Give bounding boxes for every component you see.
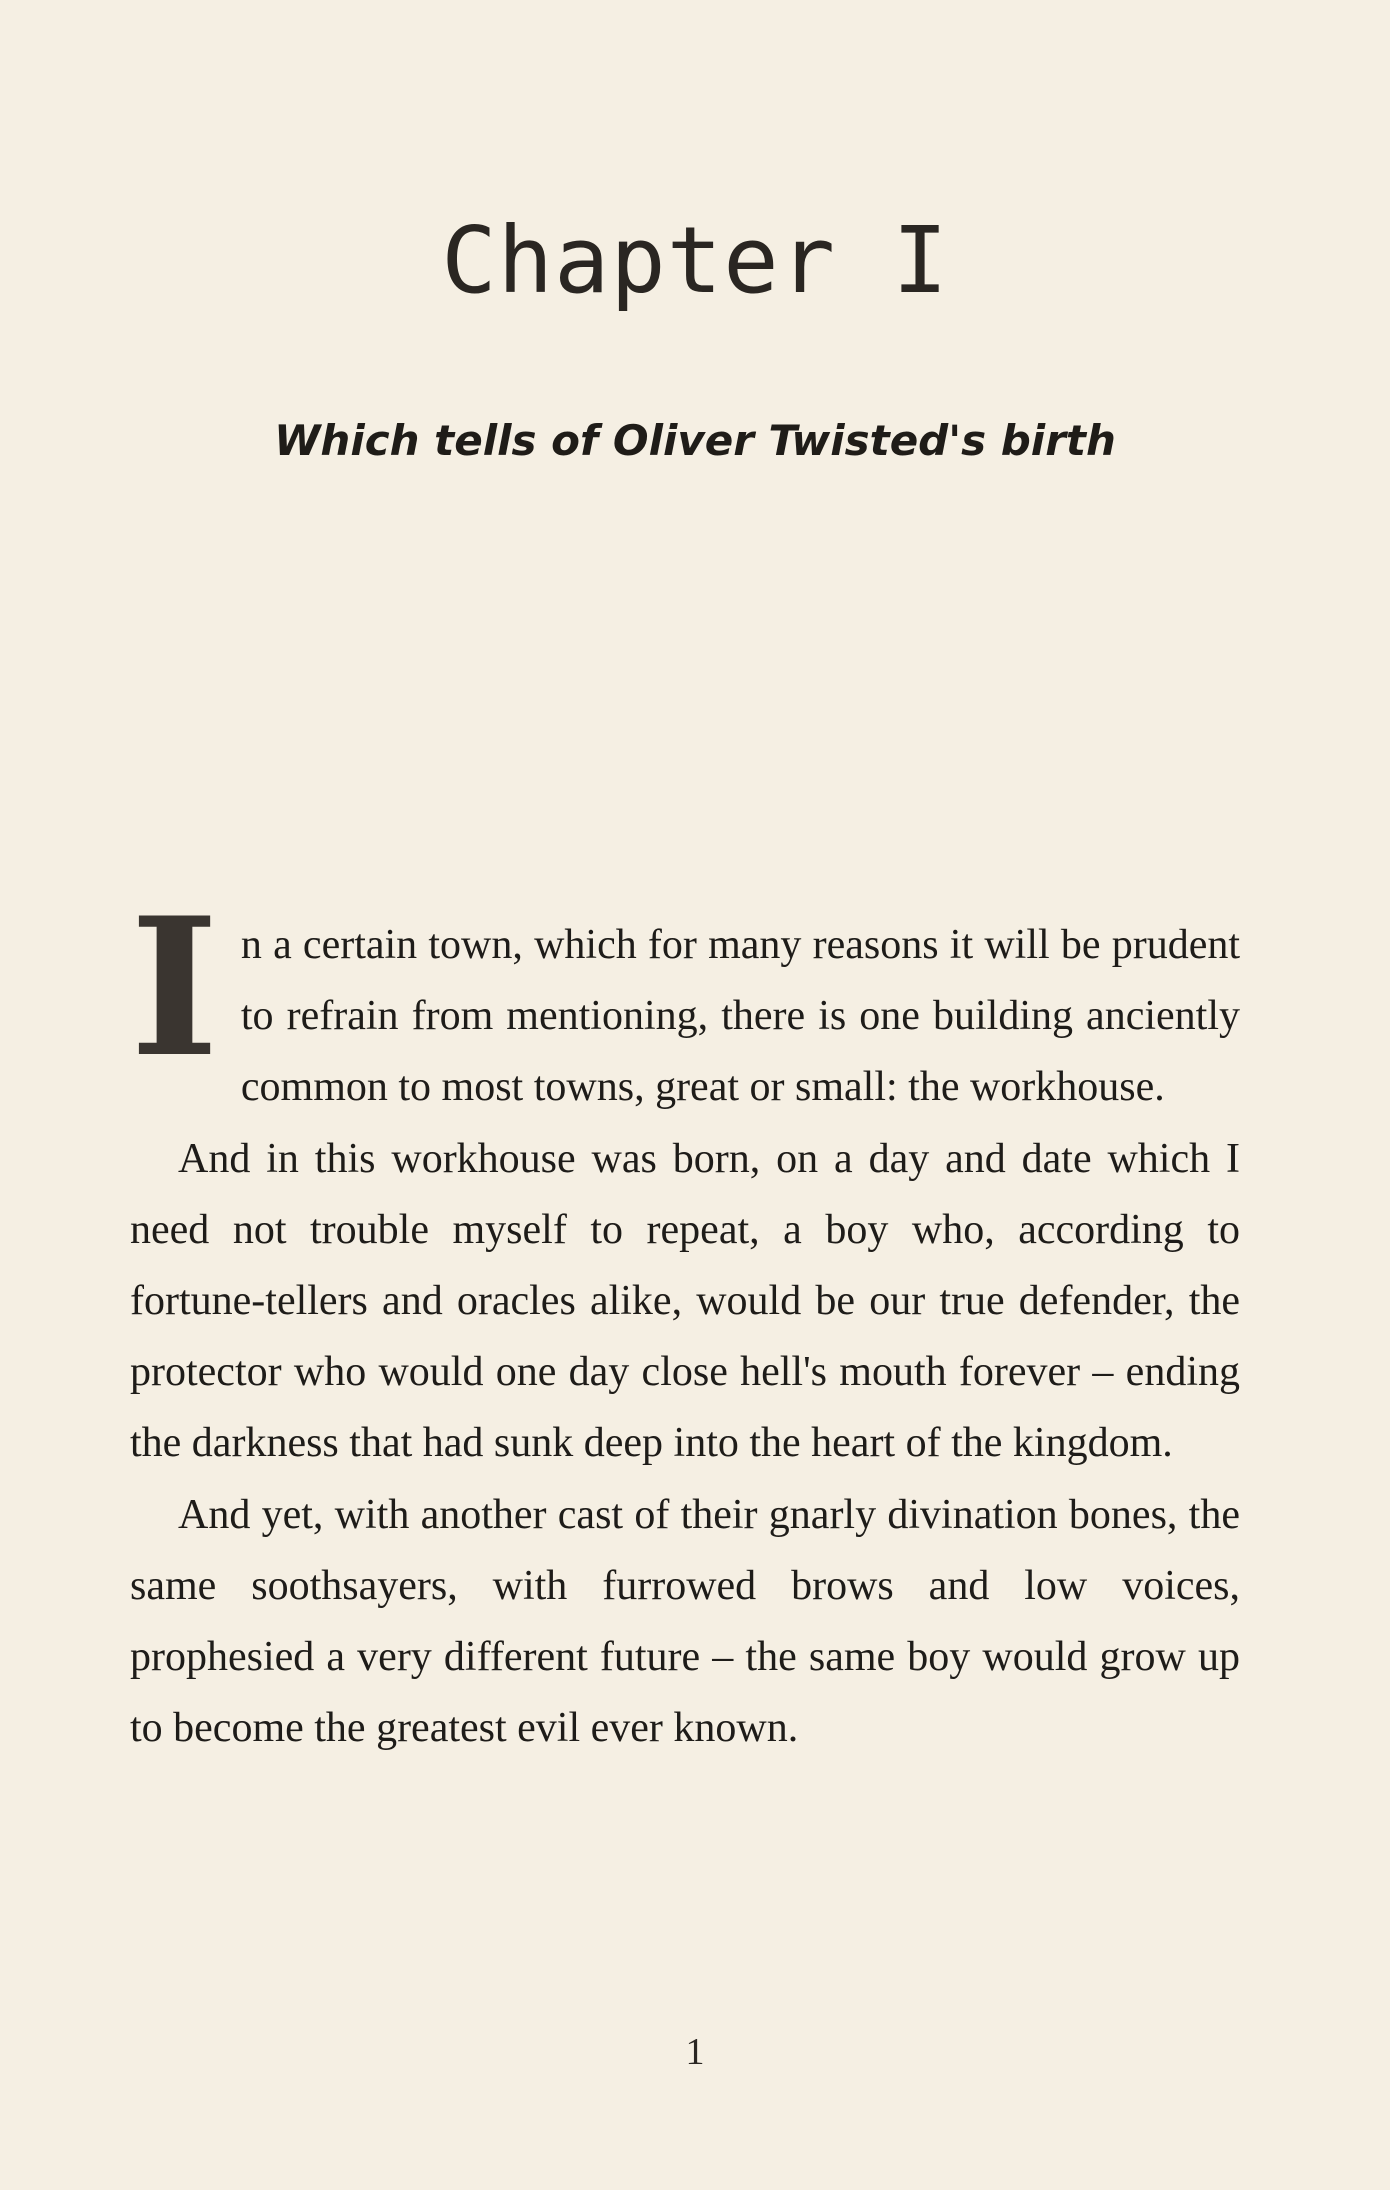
chapter-title: Chapter I: [441, 207, 949, 314]
chapter-body: [130, 876, 1240, 1764]
paragraph-1: [130, 876, 1240, 1124]
paragraph-2: And in this workhouse was born, on a day and date which I need not trouble myself to repeat, a boy who, according to fortune-tellers and oracles alike, would be our true defender, the protector who would one day close hell's mouth forever – ending the darkness that had sunk deep into the heart of the kingdom.: [130, 1135, 1240, 1467]
chapter-subtitle: Which tells of Oliver Twisted's birth: [274, 416, 1116, 465]
paragraph-3: And yet, with another cast of their gnarly divination bones, the same soothsayers, with furrowed brows and low voices, prophesied a very different future – the same boy would grow up to become the greatest evil ever known.: [130, 1491, 1240, 1752]
page-number: 1: [685, 2031, 705, 2073]
paragraph-1-text: n a certain town, which for many reasons it will be prudent to refrain from mentioning, there is one building anciently common to most towns, great or small: the workhouse.: [240, 922, 1240, 1111]
drop-cap: I: [130, 876, 219, 1099]
